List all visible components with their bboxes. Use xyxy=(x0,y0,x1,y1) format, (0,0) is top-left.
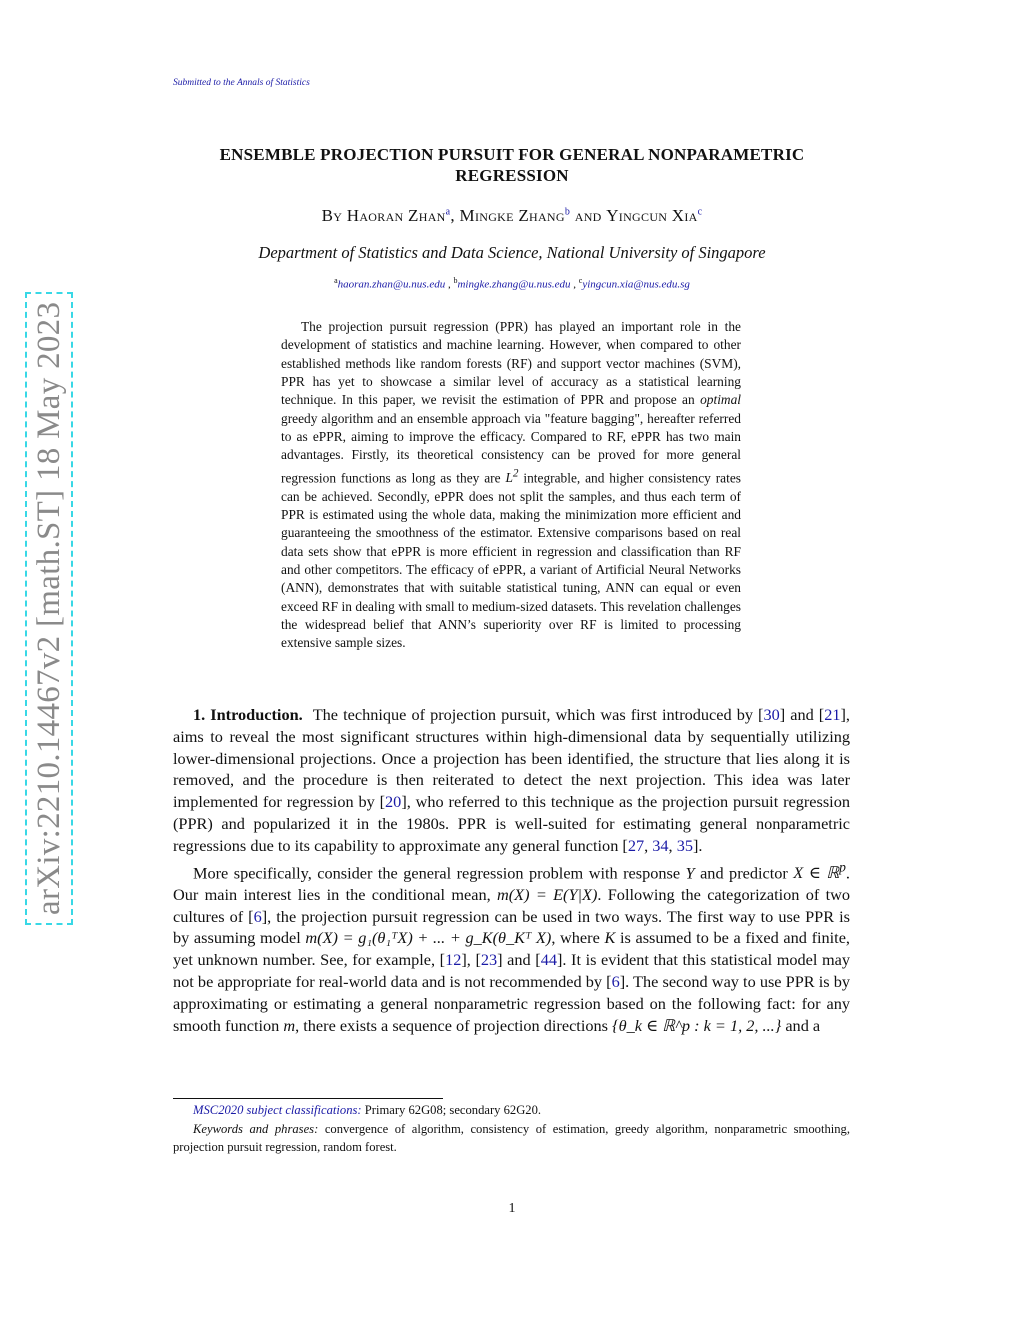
author-1: Haoran Zhan xyxy=(346,206,446,225)
abstract-text-3: integrable, and higher consistency rates can be achieved. Secondly, ePPR does not split the samples, and thus each term of PPR is estimated using the whole data, making the minimization more efficient and guaranteeing the smoothness of the estimator. Extensive comparisons based on real data sets show that ePPR is more efficient in regression and classification than RF and other competitors. The efficacy of ePPR, a variant of Artificial Neural Networks (ANN), demonstrates that with suitable statistical tuning, ANN can equal or even exceed RF in dealing with small to medium-sized datasets. This revelation challenges the widespread belief that ANN’s superiority over RF is limited to processing extensive sample sizes. xyxy=(281,470,741,651)
abstract xyxy=(281,318,741,653)
intro-text: ], [ xyxy=(461,950,481,970)
email-2-mark: b xyxy=(453,276,458,285)
citation-21[interactable]: 21 xyxy=(824,705,841,724)
intro-text: ] and [ xyxy=(779,705,825,724)
intro-text: . Our main interest lies in the conditional mean, xyxy=(173,863,850,904)
intro-text: ], who referred to this technique as the projection pursuit regression (PPR) and popularized it in the 1980s. PPR is well-suited for estimating general nonparametric regressions due to its capability to approximate any general function [ xyxy=(173,792,850,855)
intro-text: ], the projection pursuit regression can be used in two ways. The first way to use PPR is by assuming model xyxy=(173,906,850,948)
intro-text: ]. xyxy=(692,835,703,855)
author-3-mark[interactable]: c xyxy=(697,206,703,218)
msc-text: Primary 62G08; secondary 62G20. xyxy=(364,1103,542,1117)
abstract-text-1: The projection pursuit regression (PPR) has played an important role in the development of statistics and machine learning. However, when compared to other established methods like random forests (RF) and support vector machines (SVM), PPR has yet to showcase a similar level of accuracy as a statistical learning technique. In this paper, we revisit the estimation of PPR and propose an xyxy=(281,319,741,408)
intro-paragraph-2 xyxy=(173,857,850,1037)
page-number: 1 xyxy=(508,1201,516,1216)
math-p: p xyxy=(839,859,846,875)
title-line-2: REGRESSION xyxy=(455,166,569,185)
citation-20[interactable]: 20 xyxy=(385,792,402,812)
intro-text: . Following the categorization of two cultures of [ xyxy=(173,884,850,926)
math-conditional-mean: m(X) = E(Y|X) xyxy=(496,884,598,904)
author-list xyxy=(150,206,874,226)
footnote-rule xyxy=(173,1098,443,1099)
citation-30[interactable]: 30 xyxy=(763,705,780,724)
math-m: m xyxy=(283,1015,296,1035)
email-3-link[interactable]: yingcun.xia@nus.edu.sg xyxy=(582,278,690,291)
abstract-optimal: optimal xyxy=(700,392,741,408)
l2-symbol: L xyxy=(505,470,513,486)
paper-title xyxy=(150,144,874,186)
citation-34[interactable]: 34 xyxy=(652,835,669,855)
citation-6[interactable]: 6 xyxy=(253,906,262,926)
math-direction-sequence: {θ_k ∈ ℝ^p : k = 1, 2, ...} xyxy=(612,1015,782,1035)
citation-6-second[interactable]: 6 xyxy=(611,971,620,991)
email-3-mark: c xyxy=(578,276,583,285)
email-1-link[interactable]: haoran.zhan@u.nus.edu xyxy=(337,278,446,291)
abstract-text-2: greedy algorithm and an ensemble approach via "feature bagging", hereafter referred to as ePPR, aiming to improve the efficacy. Compared to RF, ePPR has two main advantages. Firstly, its theoretical consistency can be proved for more general regression functions as long as they are xyxy=(281,410,741,486)
intro-text: , there exists a sequence of projection directions xyxy=(295,1015,608,1035)
email-1-mark: a xyxy=(334,276,338,285)
and-label: and xyxy=(574,206,602,225)
keywords-label: Keywords and phrases: xyxy=(193,1121,319,1136)
citation-27[interactable]: 27 xyxy=(627,835,645,855)
intro-text: ]. The second way to use PPR is by approximating or estimating a general nonparametric regression based on the following fact: for any smooth function xyxy=(173,971,850,1035)
citation-44[interactable]: 44 xyxy=(540,950,557,970)
intro-paragraph-1 xyxy=(173,704,850,857)
intro-text: is assumed to be a fixed and finite, yet unknown number. See, for example, [ xyxy=(173,928,850,970)
introduction-section xyxy=(173,704,850,1036)
keywords-text: convergence of algorithm, consistency of estimation, greedy algorithm, nonparametric smoothing, projection pursuit regression, random forest. xyxy=(173,1121,850,1154)
citation-23[interactable]: 23 xyxy=(480,950,498,970)
intro-text: , where xyxy=(551,928,600,948)
citation-35[interactable]: 35 xyxy=(676,835,693,855)
author-2: Mingke Zhang xyxy=(459,206,565,225)
msc-footnote xyxy=(173,1101,850,1120)
l2-exponent: 2 xyxy=(512,467,519,480)
author-2-mark[interactable]: b xyxy=(564,206,571,218)
math-k: K xyxy=(604,928,616,948)
keywords-footnote xyxy=(173,1120,850,1157)
section-heading: 1. Introduction. xyxy=(193,705,303,724)
intro-text: and a xyxy=(785,1015,821,1035)
intro-text: ], aims to reveal the most significant structures within high-dimensional data by sequentially utilizing lower-dimensional projections. Once a projection has been identified, the structure that lies along it is removed, and the procedure is then reiterated to detect the next projection. This idea was later implemented for regression by [ xyxy=(173,705,851,812)
intro-text: , xyxy=(668,835,677,855)
email-separator-2: , xyxy=(573,278,577,291)
email-list xyxy=(150,276,874,291)
intro-text: ]. It is evident that this statistical model may not be appropriate for real-world data and is not recommended by [ xyxy=(173,950,851,991)
affiliation: Department of Statistics and Data Science, National University of Singapore xyxy=(258,243,766,262)
author-separator: , xyxy=(450,206,455,225)
by-label: By xyxy=(321,206,343,225)
abstract-l2 xyxy=(505,467,519,486)
intro-text: , xyxy=(644,835,653,855)
math-x: X ∈ ℝ xyxy=(793,863,840,882)
running-header[interactable]: Submitted to the Annals of Statistics xyxy=(173,78,310,88)
author-1-mark[interactable]: a xyxy=(445,206,451,218)
citation-12[interactable]: 12 xyxy=(445,950,462,970)
math-y: Y xyxy=(685,863,695,882)
intro-text: and predictor xyxy=(700,863,788,882)
footnotes xyxy=(173,1101,850,1157)
author-3: Yingcun Xia xyxy=(606,206,698,225)
email-separator-1: , xyxy=(447,278,451,291)
arxiv-stamp[interactable]: arXiv:2210.14467v2 [math.ST] 18 May 2023 xyxy=(25,292,73,925)
title-line-1: ENSEMBLE PROJECTION PURSUIT FOR GENERAL NONPARAMETRIC xyxy=(219,145,805,164)
intro-text: More specifically, consider the general regression problem with response xyxy=(193,863,681,882)
email-2-link[interactable]: mingke.zhang@u.nus.edu xyxy=(457,278,571,291)
intro-text: The technique of projection pursuit, which was first introduced by [ xyxy=(312,705,764,724)
intro-text: ] and [ xyxy=(497,950,541,970)
msc-link[interactable]: MSC2020 subject classifications: xyxy=(193,1103,362,1117)
math-model: m(X) = g₁(θ₁ᵀX) + ... + g_K(θ_Kᵀ X) xyxy=(305,928,552,948)
math-x-in-rp xyxy=(793,859,846,882)
